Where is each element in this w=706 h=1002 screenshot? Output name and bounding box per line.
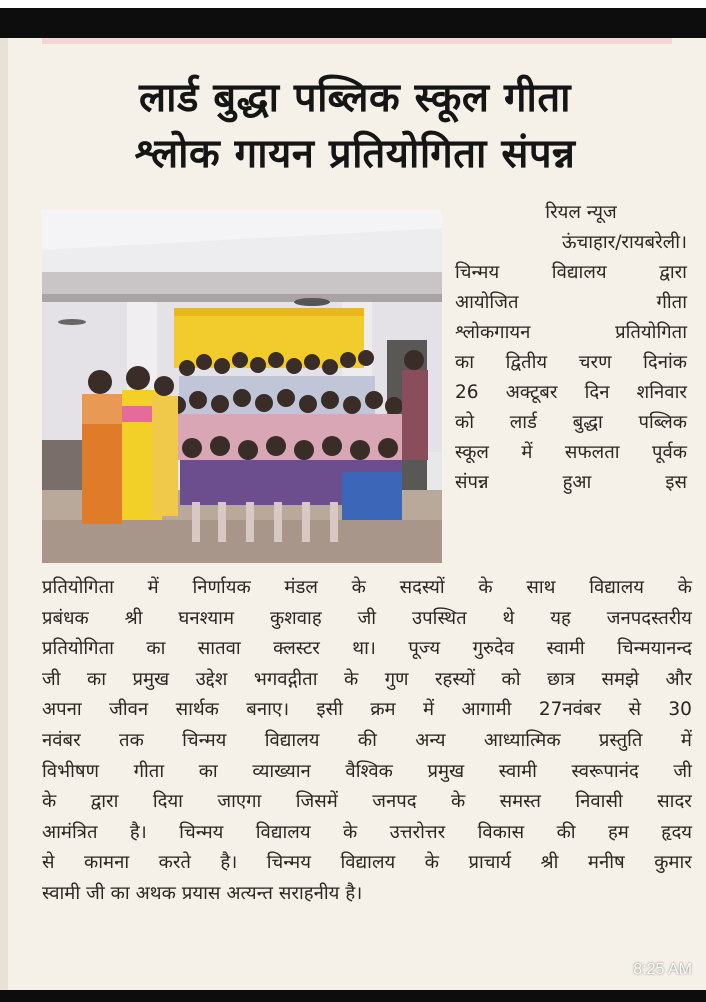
body-word: कामना xyxy=(84,852,130,874)
body-word: से xyxy=(42,852,55,874)
body-word: श्री xyxy=(124,607,143,629)
body-word: के xyxy=(424,852,439,874)
column-line xyxy=(455,378,687,408)
body-word: वैश्विक xyxy=(345,760,393,782)
column-line xyxy=(455,348,687,378)
body-word: स्वरूपानंद xyxy=(571,760,639,782)
column-word: को xyxy=(455,412,474,433)
body-word: जी xyxy=(42,668,61,690)
body-word: द्वारा xyxy=(90,791,119,813)
body-word: गुरुदेव xyxy=(472,638,515,660)
body-word: उपस्थित xyxy=(412,607,467,629)
body-word: अत्यन्त xyxy=(226,882,273,904)
column-line xyxy=(455,438,687,468)
column-word: 26 xyxy=(455,382,479,403)
top-black-bar xyxy=(0,8,706,38)
body-word: हृदय xyxy=(661,821,692,843)
body-word: की xyxy=(357,729,377,751)
column-word: द्वारा xyxy=(659,262,687,283)
body-word: के xyxy=(677,577,692,598)
column-word: संपन्न xyxy=(455,472,489,493)
body-line xyxy=(42,848,692,879)
left-page-edge xyxy=(0,38,8,990)
column-word: पूर्वक xyxy=(651,442,687,463)
body-word: जनपदस्तरीय xyxy=(606,607,692,629)
body-word: जी xyxy=(673,760,692,782)
body-word: यह xyxy=(550,607,571,629)
body-word: गीता xyxy=(133,760,165,782)
column-line xyxy=(455,408,687,438)
bottom-black-bar xyxy=(0,990,706,1002)
body-word: में xyxy=(680,729,692,751)
body-word: से xyxy=(628,699,641,721)
body-word: है। xyxy=(220,852,238,874)
body-word: जी xyxy=(86,882,105,904)
body-word: जीवन xyxy=(109,699,149,721)
body-word: भगवद्गीता xyxy=(253,668,318,690)
body-word: व्याख्यान xyxy=(252,760,311,782)
body-word: अपना xyxy=(42,699,82,721)
column-line xyxy=(455,288,687,318)
body-word: समस्त xyxy=(499,791,541,813)
body-word: स्वामी xyxy=(42,882,81,904)
body-word: विभीषण xyxy=(42,760,99,782)
column-word: श्लोकगायन xyxy=(455,322,531,343)
body-line xyxy=(42,879,692,910)
body-word: के xyxy=(450,791,466,813)
column-line xyxy=(455,318,687,348)
body-word: प्राचार्य xyxy=(468,852,512,874)
body-word: चिन्मय xyxy=(266,852,311,874)
body-word: था। xyxy=(352,638,376,660)
column-word: स्कूल xyxy=(455,442,489,463)
byline-source: रियल न्यूज xyxy=(545,202,617,223)
screenshot-timestamp: 8:25 AM xyxy=(633,961,692,978)
body-word: है। xyxy=(345,882,363,904)
body-word: विद्यालय xyxy=(264,729,320,751)
top-accent-rule xyxy=(42,38,672,44)
body-line xyxy=(42,665,692,696)
body-word: प्रयास xyxy=(181,882,221,904)
body-word: मंडल xyxy=(284,577,318,598)
body-word: है। xyxy=(129,821,147,843)
body-word: तक xyxy=(119,729,144,751)
body-word: प्रमुख xyxy=(132,668,170,690)
body-word: जनपद xyxy=(372,791,417,813)
body-word: प्रमुख xyxy=(427,760,465,782)
body-word: का xyxy=(198,760,218,782)
column-word: सफलता xyxy=(564,442,620,463)
column-line xyxy=(455,258,687,288)
body-word: अन्य xyxy=(415,729,446,751)
body-word: निर्णायक xyxy=(192,577,251,598)
body-word: रहस्यों xyxy=(434,668,476,690)
body-word: थे xyxy=(502,607,515,629)
body-word: के xyxy=(42,791,57,813)
body-word: चिन्मय xyxy=(182,729,227,751)
column-word: अक्टूबर xyxy=(505,382,558,403)
article-body xyxy=(42,573,692,910)
body-word: जिसमें xyxy=(295,791,338,813)
column-word: में xyxy=(521,442,533,463)
body-word: गुण xyxy=(384,668,409,690)
column-word: इस xyxy=(665,472,687,493)
body-word: के xyxy=(478,577,493,598)
body-word: आगामी xyxy=(461,699,512,721)
body-line xyxy=(42,604,692,635)
body-word: उत्तरोत्तर xyxy=(389,821,446,843)
body-word: नवंबर xyxy=(42,729,81,751)
body-word: प्रतियोगिता xyxy=(42,638,114,660)
body-word: आध्यात्मिक xyxy=(483,729,561,751)
body-word: क्लस्टर xyxy=(273,638,320,660)
column-word: का xyxy=(455,352,474,373)
top-strip xyxy=(0,0,706,8)
news-photo-illustration xyxy=(42,210,442,563)
column-word: आयोजित xyxy=(455,292,519,313)
body-word: दिया xyxy=(152,791,183,813)
body-line xyxy=(42,634,692,665)
headline xyxy=(40,70,670,182)
body-word: स्वामी xyxy=(498,760,537,782)
body-word: सदस्यों xyxy=(399,577,445,598)
column-word: द्वितीय xyxy=(505,352,548,373)
column-word: शनिवार xyxy=(636,382,687,403)
body-word: चिन्मयानन्द xyxy=(617,638,692,660)
body-word: में xyxy=(147,577,159,598)
body-word: सादर xyxy=(657,791,692,813)
column-word: बुद्धा xyxy=(572,412,603,433)
column-word: गीता xyxy=(656,292,687,313)
column-word: चरण xyxy=(578,352,612,373)
body-word: जाएगा xyxy=(217,791,262,813)
body-word: विद्यालय xyxy=(255,821,311,843)
column-word: पब्लिक xyxy=(638,412,687,433)
body-word: में xyxy=(423,699,435,721)
body-word: साथ xyxy=(526,577,556,598)
body-word: बनाए। xyxy=(246,699,290,721)
body-word: कुशवाह xyxy=(269,607,322,629)
body-word: और xyxy=(665,668,692,690)
body-word: की xyxy=(556,821,576,843)
byline-location: ऊंचाहार/रायबरेली। xyxy=(561,232,687,253)
headline-line-1: लार्ड बुद्धा पब्लिक स्कूल गीता xyxy=(139,75,571,121)
body-word: चिन्मय xyxy=(179,821,224,843)
body-line xyxy=(42,757,692,788)
body-word: स्वामी xyxy=(546,638,585,660)
body-word: क्रम xyxy=(370,699,396,721)
body-word: छात्र xyxy=(547,668,575,690)
body-word: प्रस्तुति xyxy=(598,729,643,751)
body-word: अथक xyxy=(135,882,176,904)
body-word: हम xyxy=(607,821,629,843)
body-word: सार्थक xyxy=(175,699,219,721)
body-word: निवासी xyxy=(575,791,623,813)
body-word: को xyxy=(501,668,521,690)
body-word: इसी xyxy=(316,699,343,721)
news-photo xyxy=(42,210,442,563)
body-word: आमंत्रित xyxy=(42,821,98,843)
body-word: विद्यालय xyxy=(340,852,396,874)
column-word: दिनांक xyxy=(643,352,687,373)
body-word: पूज्य xyxy=(408,638,441,660)
body-word: प्रतियोगिता xyxy=(42,577,114,598)
body-word: विद्यालय xyxy=(589,577,645,598)
headline-line-2: श्लोक गायन प्रतियोगिता संपन्न xyxy=(134,131,576,177)
body-word: श्री xyxy=(540,852,559,874)
body-word: उद्देश xyxy=(195,668,228,690)
body-word: के xyxy=(344,668,359,690)
column-line xyxy=(455,468,687,498)
body-word: जी xyxy=(357,607,377,629)
body-word: कुमार xyxy=(654,852,692,874)
body-word: का xyxy=(146,638,166,660)
column-word: प्रतियोगिता xyxy=(615,322,687,343)
body-word: का xyxy=(87,668,106,690)
first-column-text xyxy=(455,198,687,498)
body-line xyxy=(42,818,692,849)
body-word: मनीष xyxy=(587,852,625,874)
body-line xyxy=(42,787,692,818)
body-line xyxy=(42,573,692,604)
body-word: के xyxy=(351,577,366,598)
column-word: दिन xyxy=(584,382,610,403)
body-word: प्रबंधक xyxy=(42,607,89,629)
column-word: लार्ड xyxy=(509,412,537,433)
body-word: 30 xyxy=(668,699,692,721)
body-line xyxy=(42,695,692,726)
body-word: विकास xyxy=(477,821,525,843)
body-word: 27नवंबर xyxy=(538,699,602,721)
body-word: करते xyxy=(158,852,191,874)
body-word: घनश्याम xyxy=(178,607,235,629)
column-word: हुआ xyxy=(562,472,592,493)
column-word: विद्यालय xyxy=(551,262,607,283)
body-word: समझे xyxy=(601,668,640,690)
body-word: सराहनीय xyxy=(278,882,340,904)
body-word: सातवा xyxy=(197,638,241,660)
body-line xyxy=(42,726,692,757)
body-word: के xyxy=(342,821,358,843)
column-word: चिन्मय xyxy=(455,262,500,283)
body-word: का xyxy=(110,882,130,904)
